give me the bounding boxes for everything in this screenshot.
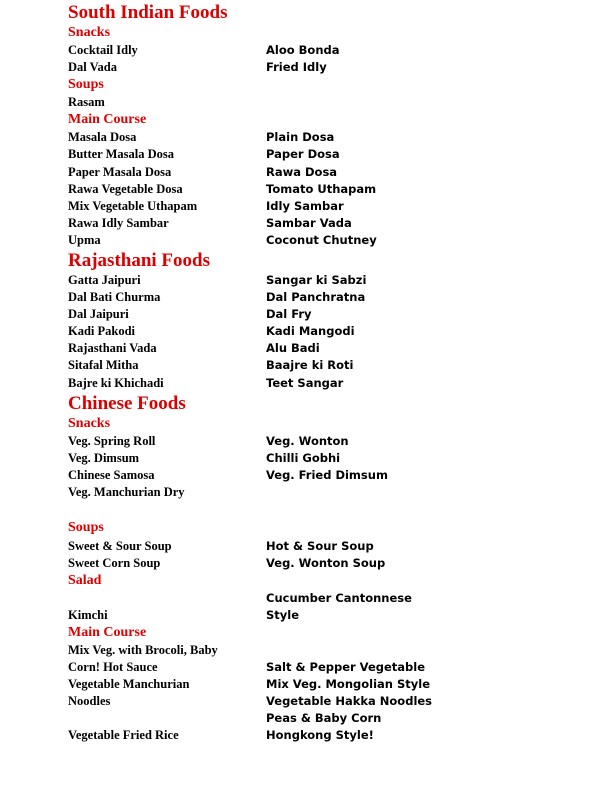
menu-item: Kadi Mangodi: [266, 324, 355, 338]
subheading-main-course: Main Course: [68, 625, 147, 640]
menu-item: Salt & Pepper Vegetable: [266, 660, 426, 674]
menu-item: Vegetable Fried Rice: [68, 728, 179, 742]
menu-item: Corn! Hot Sauce: [68, 660, 158, 674]
menu-item: Vegetable Hakka Noodles: [266, 694, 433, 708]
menu-item: Veg. Wonton: [266, 434, 349, 448]
menu-item: Chilli Gobhi: [266, 451, 341, 465]
menu-item: Mix Vegetable Uthapam: [68, 199, 198, 213]
menu-item: Dal Fry: [266, 307, 312, 321]
menu-item: Alu Badi: [266, 341, 320, 355]
section-title-chinese: Chinese Foods: [68, 393, 186, 414]
subheading-soups: Soups: [68, 520, 104, 535]
menu-item: Coconut Chutney: [266, 233, 377, 247]
menu-item: Gatta Jaipuri: [68, 273, 141, 287]
subheading-snacks: Snacks: [68, 416, 111, 431]
menu-item: Cucumber Cantonnese: [266, 591, 412, 605]
menu-item: Teet Sangar: [266, 376, 344, 390]
menu-item: Chinese Samosa: [68, 468, 155, 482]
menu-item: Dal Bati Churma: [68, 290, 161, 304]
menu-item: Plain Dosa: [266, 130, 335, 144]
menu-item: Veg. Fried Dimsum: [266, 468, 388, 482]
subheading-snacks: Snacks: [68, 25, 111, 40]
menu-item: Sitafal Mitha: [68, 358, 139, 372]
menu-item: Rawa Dosa: [266, 165, 338, 179]
menu-item: Sambar Vada: [266, 216, 352, 230]
menu-item: Sangar ki Sabzi: [266, 273, 367, 287]
menu-item: Sweet & Sour Soup: [68, 539, 172, 553]
menu-item: Dal Panchratna: [266, 290, 366, 304]
menu-item: Rawa Idly Sambar: [68, 216, 169, 230]
menu-item: Vegetable Manchurian: [68, 677, 190, 691]
menu-item: Noodles: [68, 694, 111, 708]
menu-item: Paper Dosa: [266, 147, 340, 161]
menu-item: Idly Sambar: [266, 199, 344, 213]
menu-item: Aloo Bonda: [266, 43, 340, 57]
menu-item: Kimchi: [68, 608, 108, 622]
menu-item: Bajre ki Khichadi: [68, 376, 164, 390]
menu-item: Style: [266, 608, 300, 622]
menu-item: Upma: [68, 233, 101, 247]
subheading-salad: Salad: [68, 573, 102, 588]
section-title-rajasthani: Rajasthani Foods: [68, 250, 210, 271]
menu-item: Dal Jaipuri: [68, 307, 129, 321]
menu-item: Masala Dosa: [68, 130, 137, 144]
menu-item: Sweet Corn Soup: [68, 556, 161, 570]
subheading-main-course: Main Course: [68, 112, 147, 127]
menu-item: Baajre ki Roti: [266, 358, 354, 372]
menu-item: Paper Masala Dosa: [68, 165, 172, 179]
menu-item: Tomato Uthapam: [266, 182, 377, 196]
menu-item: Mix Veg. Mongolian Style: [266, 677, 430, 691]
menu-item: Rawa Vegetable Dosa: [68, 182, 183, 196]
menu-item: Rasam: [68, 95, 105, 109]
menu-item: Butter Masala Dosa: [68, 147, 175, 161]
menu-item: Cocktail Idly: [68, 43, 138, 57]
menu-item: Fried Idly: [266, 60, 327, 74]
menu-item: Veg. Spring Roll: [68, 434, 156, 448]
menu-item: Kadi Pakodi: [68, 324, 136, 338]
menu-item: Mix Veg. with Brocoli, Baby: [68, 643, 218, 657]
menu-item: Veg. Dimsum: [68, 451, 140, 465]
menu-item: Dal Vada: [68, 60, 117, 74]
menu-item: Veg. Wonton Soup: [266, 556, 386, 570]
menu-item: Peas & Baby Corn: [266, 711, 382, 725]
menu-item: Hot & Sour Soup: [266, 539, 374, 553]
menu-item: Rajasthani Vada: [68, 341, 157, 355]
subheading-soups: Soups: [68, 77, 104, 92]
section-title-south-indian: South Indian Foods: [68, 2, 228, 23]
menu-item: Veg. Manchurian Dry: [68, 485, 185, 499]
menu-item: Hongkong Style!: [266, 728, 374, 742]
